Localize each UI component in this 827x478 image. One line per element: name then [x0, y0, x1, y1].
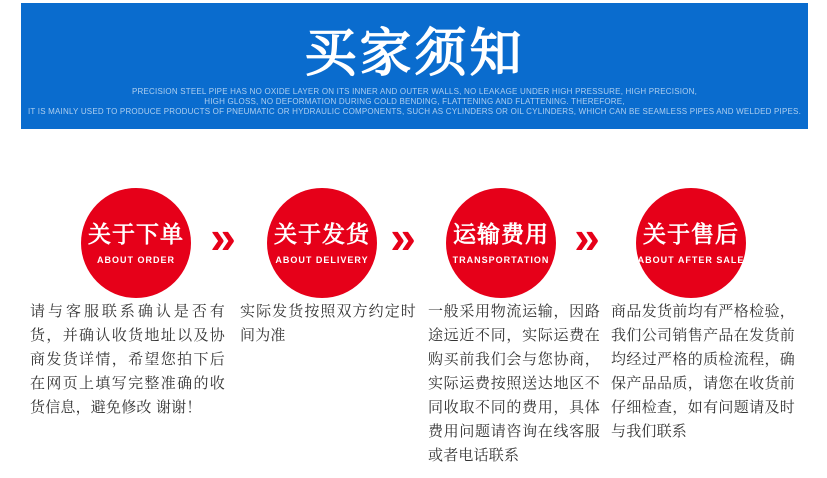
banner-subtitle [21, 87, 808, 117]
banner-title: 买家须知 [304, 25, 525, 83]
step-circle-about-order [81, 188, 191, 298]
banner-subtitle-line-3: IT IS MAINLY USED TO PRODUCE PRODUCTS OF PNEUMATIC OR HYDRAULIC COMPONENTS, SUCH AS CYLINDERS OR OIL CYLINDERS, WHICH CAN BE SEAMLESS PIPES AND WELDED PIPES. [27, 107, 802, 116]
step-description-transportation: 一般采用物流运输，因路途远近不同，实际运费在购买前我们会与您协商，实际运费按照送达地区不同收取不同的费用，具体费用问题请咨询在线客服或者电话联系 [428, 303, 600, 464]
chevron-right-icon: » [390, 211, 416, 263]
chevron-right-icon: » [210, 211, 236, 263]
banner-subtitle-line-2: HIGH GLOSS, NO DEFORMATION DURING COLD BENDING, FLATTENING AND FLATTENING. THEREFORE, [204, 97, 625, 106]
step-circle-about-delivery [267, 188, 377, 298]
step-title-cn: 关于售后 [643, 220, 739, 247]
step-title-en: TRANSPORTATION [452, 254, 550, 265]
step-title-cn: 关于下单 [88, 220, 184, 247]
step-title-cn: 关于发货 [274, 220, 370, 247]
step-title-cn: 运输费用 [453, 220, 549, 247]
step-description-about-order: 请与客服联系确认是否有货，并确认收货地址以及协商发货详情，希望您拍下后在网页上填写完整准确的收货信息，避免修改 谢谢！ [30, 303, 225, 416]
step-circle-transportation [446, 188, 556, 298]
step-title-en: ABOUT AFTER SALE [637, 254, 745, 265]
step-title-en: ABOUT ORDER [97, 254, 175, 265]
step-circle-after-sale [636, 188, 746, 298]
chevron-right-icon: » [574, 211, 600, 263]
step-description-after-sale: 商品发货前均有严格检验，我们公司销售产品在发货前均经过严格的质检流程，确保产品品质，请您在收货前仔细检查，如有问题请及时与我们联系 [611, 303, 795, 440]
banner-subtitle-line-1: PRECISION STEEL PIPE HAS NO OXIDE LAYER ON ITS INNER AND OUTER WALLS, NO LEAKAGE UNDER HIGH PRESSURE, HIGH PRECISION, [132, 87, 697, 96]
step-title-en: ABOUT DELIVERY [275, 254, 369, 265]
buyer-notice-banner [21, 3, 808, 129]
step-description-about-delivery: 实际发货按照双方约定时间为准 [240, 303, 416, 344]
